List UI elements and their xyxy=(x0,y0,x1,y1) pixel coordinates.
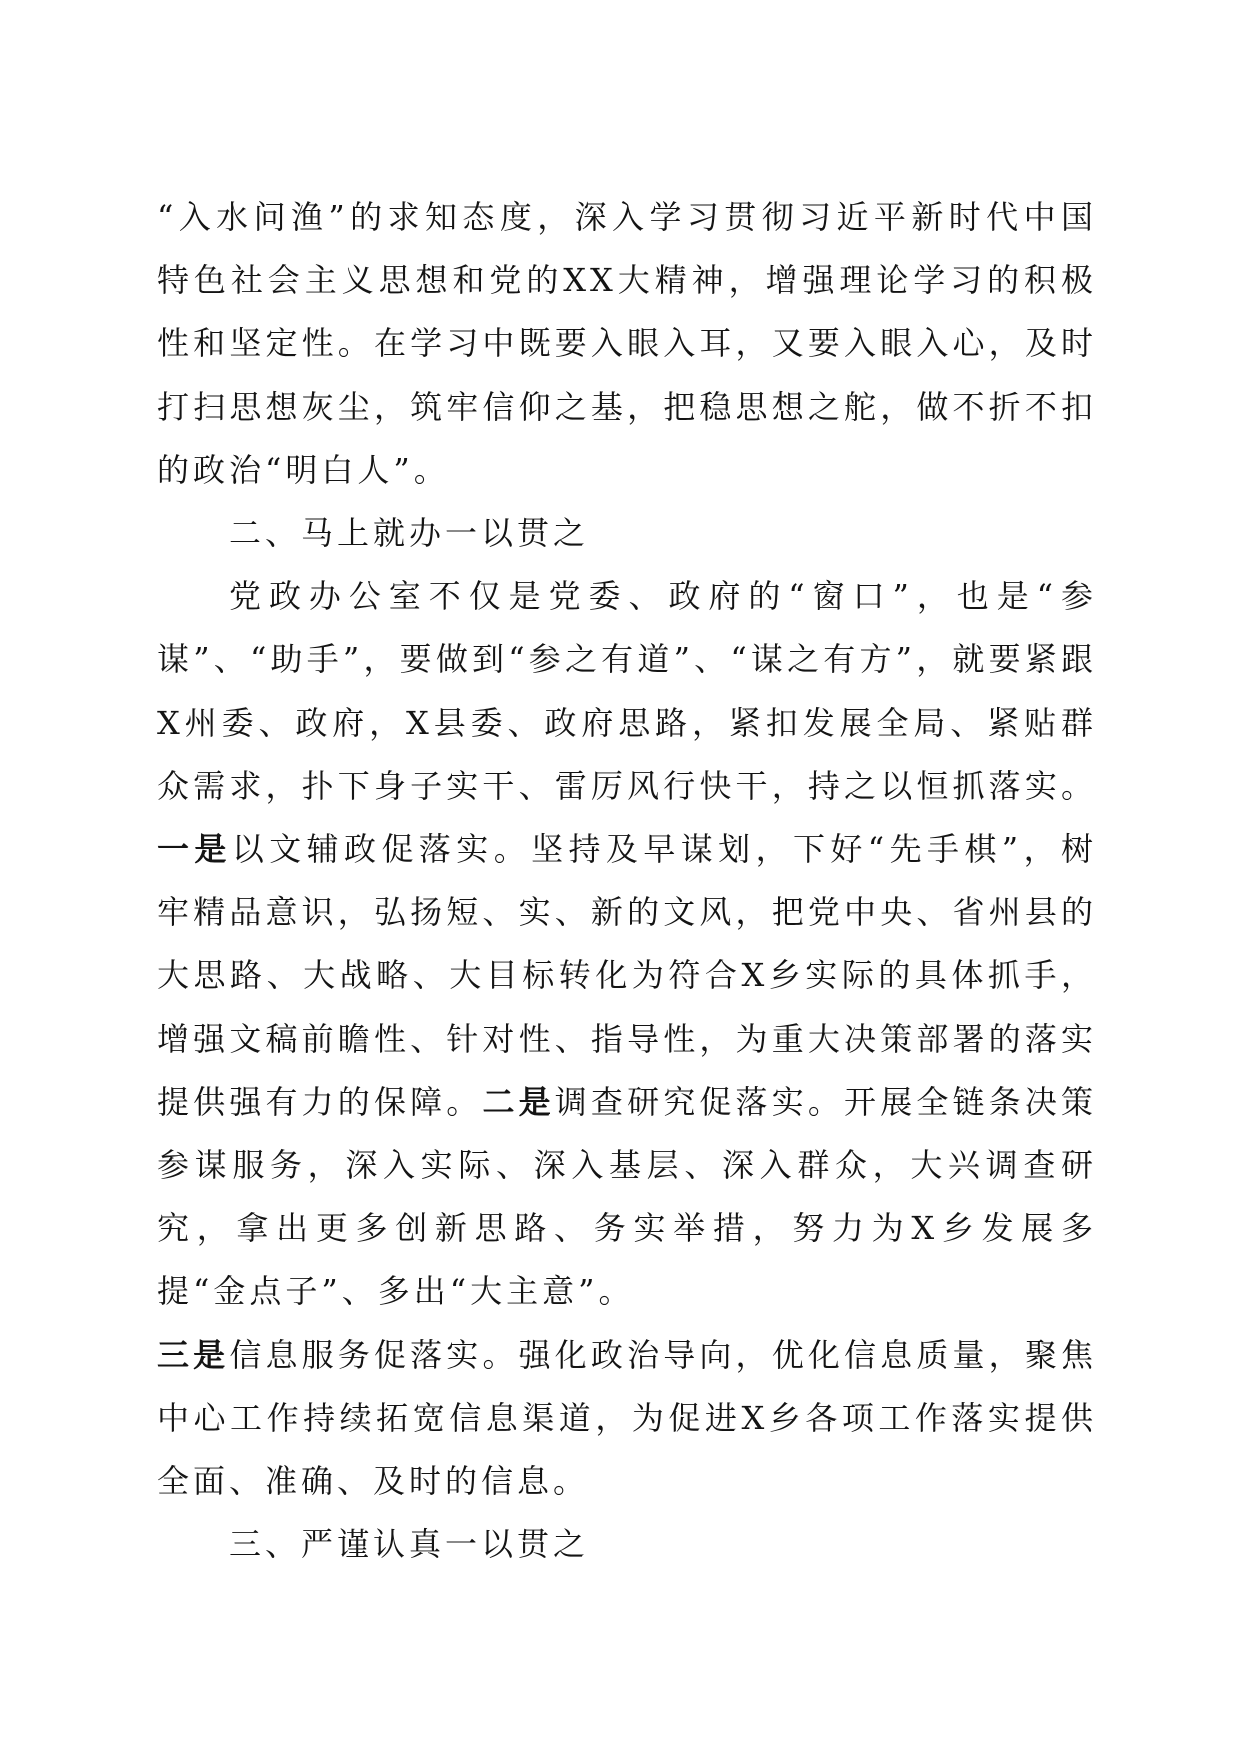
section-heading-two: 二、马上就办一以贯之 xyxy=(229,514,590,553)
paragraph-implementation xyxy=(157,565,1097,1513)
paragraph-intro-text: 党政办公室不仅是党委、政府的“窗口”，也是“参谋”、“助手”，要做到“参之有道”、“谋之有方”，就要紧跟X州委、政府，X县委、政府思路，紧扣发展全局、紧贴群众需求，扑下身子实干、雷厉风行快干，持之以恒抓落实。 xyxy=(157,577,1097,805)
section-heading-three: 三、严谨认真一以贯之 xyxy=(229,1525,590,1564)
point-three-text: 信息服务促落实。强化政治导向，优化信息质量，聚焦中心工作持续拓宽信息渠道，为促进X乡各项工作落实提供全面、准确、及时的信息。 xyxy=(157,1335,1097,1501)
point-two-text: 调查研究促落实。开展全链条决策参谋服务，深入实际、深入基层、深入群众，大兴调查研究，拿出更多创新思路、务实举措，努力为X乡发展多提“金点子”、多出“大主意”。 xyxy=(157,1082,1097,1311)
lead-second: 二是 xyxy=(482,1082,555,1121)
paragraph-study-attitude: “入水问渔”的求知态度，深入学习贯彻习近平新时代中国特色社会主义思想和党的XX大精神，增强理论学习的积极性和坚定性。在学习中既要入眼入耳，又要入眼入心，及时打扫思想灰尘，筑牢信仰之基，把稳思想之舵，做不折不扣的政治“明白人”。 xyxy=(157,198,1097,489)
point-one-text: 以文辅政促落实。坚持及早谋划，下好“先手棋”，树牢精品意识，弘扬短、实、新的文风，把党中央、省州县的大思路、大战略、大目标转化为符合X乡实际的具体抓手，增强文稿前瞻性、针对性、指导性，为重大决策部署的落实提供强有力的保障。 xyxy=(157,830,1097,1121)
lead-third: 三是 xyxy=(157,1335,230,1374)
lead-first: 一是 xyxy=(157,830,232,869)
document-body xyxy=(157,186,1097,1576)
